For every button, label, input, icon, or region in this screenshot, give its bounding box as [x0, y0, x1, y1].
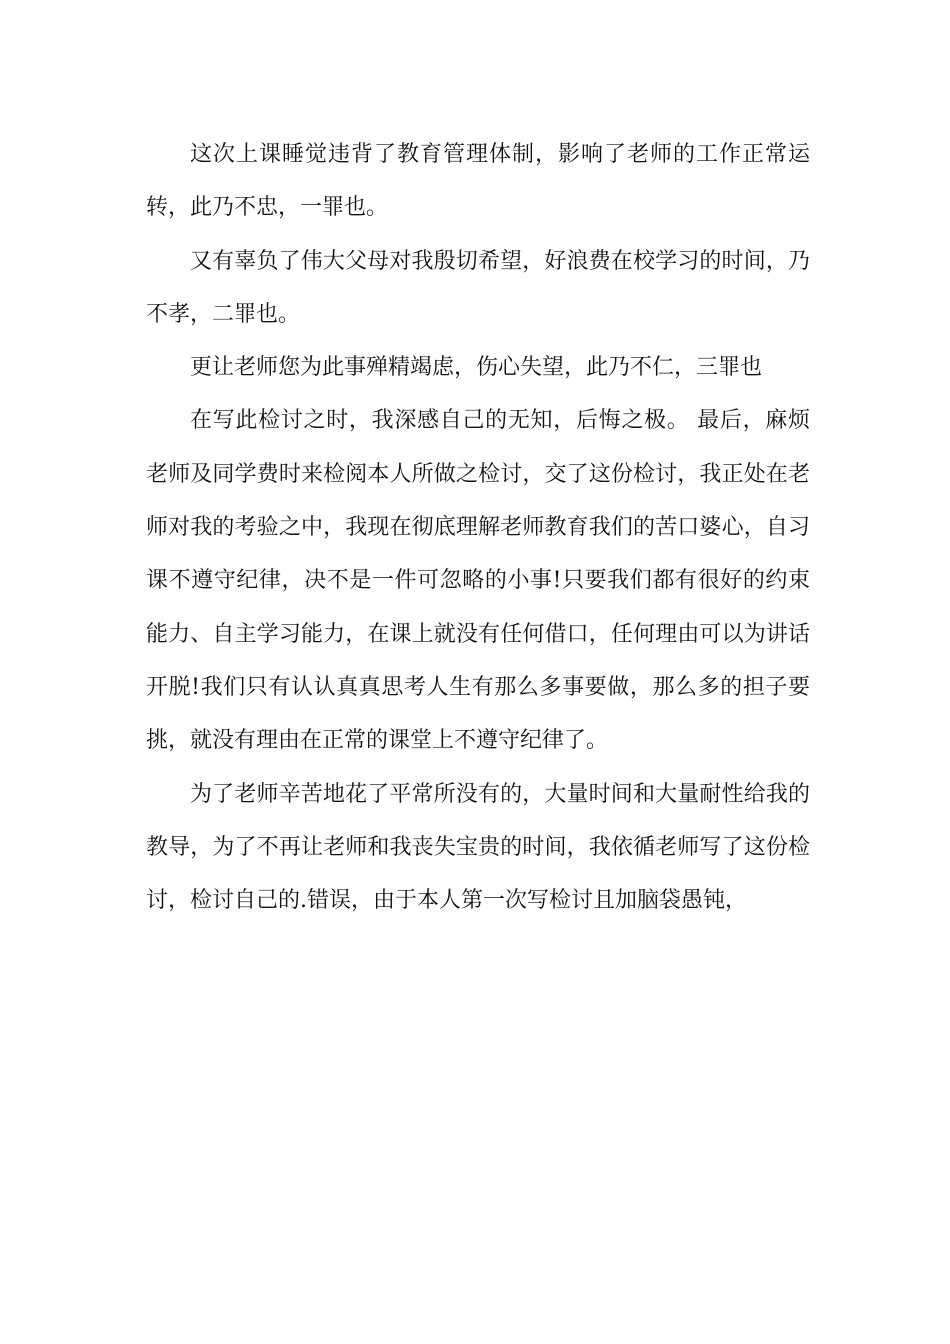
paragraph-5: 为了老师辛苦地花了平常所没有的，大量时间和大量耐性给我的教导，为了不再让老师和我丧失宝贵的时间，我依循老师写了这份检讨，检讨自己的.错误，由于本人第一次写检讨且加脑袋愚钝，	[146, 781, 810, 914]
paragraph-4: 在写此检讨之时，我深感自己的无知，后悔之极。 最后，麻烦老师及同学费时来检阅本人所做之检讨，交了这份检讨，我正处在老师对我的考验之中，我现在彻底理解老师教育我们的苦口婆心，自习课不遵守纪律，决不是一件可忽略的小事!只要我们都有很好的约束能力、自主学习能力，在课上就没有任何借口，任何理由可以为讲话开脱!我们只有认认真真思考人生有那么多事要做，那么多的担子要挑，就没有理由在正常的课堂上不遵守纪律了。	[146, 408, 810, 754]
document-body	[146, 128, 810, 927]
paragraph-3: 更让老师您为此事殚精竭虑，伤心失望，此乃不仁，三罪也	[190, 355, 763, 381]
paragraph-2: 又有辜负了伟大父母对我殷切希望，好浪费在校学习的时间，乃不孝，二罪也。	[146, 248, 810, 327]
paragraph-1: 这次上课睡觉违背了教育管理体制，影响了老师的工作正常运转，此乃不忠，一罪也。	[146, 142, 810, 221]
